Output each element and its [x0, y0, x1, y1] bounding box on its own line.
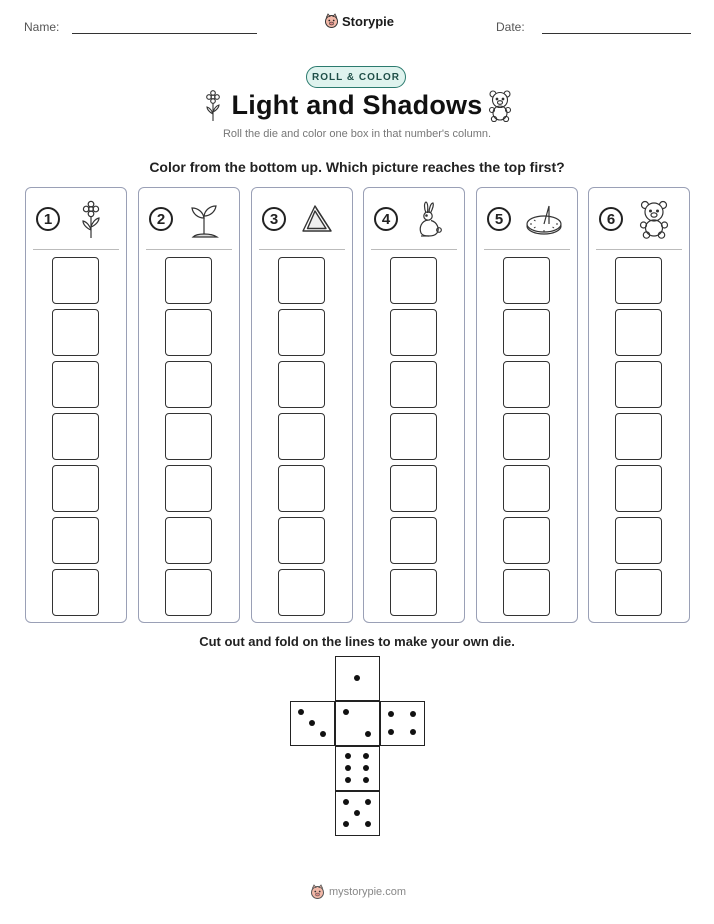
column-4 — [363, 187, 465, 623]
column-3 — [251, 187, 353, 623]
color-box[interactable] — [390, 569, 437, 616]
color-box[interactable] — [52, 309, 99, 356]
triangle-prism-icon — [300, 200, 334, 240]
column-number: 1 — [36, 207, 60, 231]
color-box[interactable] — [52, 257, 99, 304]
color-box[interactable] — [52, 465, 99, 512]
column-number: 5 — [487, 207, 511, 231]
color-box[interactable] — [503, 517, 550, 564]
page-title: Light and Shadows — [231, 90, 483, 120]
color-box[interactable] — [52, 413, 99, 460]
color-box[interactable] — [390, 517, 437, 564]
color-box[interactable] — [278, 517, 325, 564]
instruction: Color from the bottom up. Which picture reaches the top first? — [149, 159, 565, 175]
pig-mascot-icon — [324, 13, 339, 29]
color-box[interactable] — [503, 309, 550, 356]
color-box[interactable] — [390, 309, 437, 356]
column-2 — [138, 187, 240, 623]
die-instructions: Cut out and fold on the lines to make your own die. — [199, 634, 515, 649]
sprout-icon — [187, 200, 221, 240]
color-box[interactable] — [278, 309, 325, 356]
color-box[interactable] — [165, 257, 212, 304]
color-box[interactable] — [165, 517, 212, 564]
die-face-4[interactable] — [380, 701, 425, 746]
color-box[interactable] — [503, 257, 550, 304]
footer — [310, 884, 406, 900]
footer-url[interactable]: mystorypie.com — [329, 886, 407, 898]
teddy-bear-icon — [637, 200, 671, 240]
color-box[interactable] — [390, 465, 437, 512]
color-box[interactable] — [615, 413, 662, 460]
color-box[interactable] — [615, 465, 662, 512]
color-box[interactable] — [615, 309, 662, 356]
column-5 — [476, 187, 578, 623]
color-box[interactable] — [503, 569, 550, 616]
color-box[interactable] — [278, 465, 325, 512]
sundial-icon — [525, 200, 565, 240]
die-face-5[interactable] — [335, 791, 380, 836]
color-box[interactable] — [390, 413, 437, 460]
die-face-3[interactable] — [290, 701, 335, 746]
color-box[interactable] — [165, 309, 212, 356]
color-box[interactable] — [278, 361, 325, 408]
column-number: 4 — [374, 207, 398, 231]
roll-color-badge: ROLL & COLOR — [306, 66, 406, 88]
name-line[interactable] — [72, 33, 257, 34]
color-box[interactable] — [278, 569, 325, 616]
color-box[interactable] — [615, 257, 662, 304]
color-box[interactable] — [503, 413, 550, 460]
teddy-bear-icon — [487, 90, 513, 122]
color-box[interactable] — [165, 361, 212, 408]
storypie-logo — [324, 13, 394, 29]
rabbit-icon — [412, 200, 446, 240]
subtitle: Roll the die and color one box in that number's column. — [222, 128, 492, 140]
color-box[interactable] — [390, 361, 437, 408]
die-face-2[interactable] — [335, 701, 380, 746]
color-box[interactable] — [615, 361, 662, 408]
date-line[interactable] — [542, 33, 691, 34]
color-box[interactable] — [52, 569, 99, 616]
color-box[interactable] — [278, 257, 325, 304]
pig-mascot-icon — [310, 884, 325, 900]
color-box[interactable] — [52, 517, 99, 564]
column-1 — [25, 187, 127, 623]
column-number: 3 — [262, 207, 286, 231]
color-box[interactable] — [615, 517, 662, 564]
color-box[interactable] — [503, 361, 550, 408]
name-label: Name: — [24, 20, 60, 34]
column-6 — [588, 187, 690, 623]
color-box[interactable] — [165, 465, 212, 512]
date-label: Date: — [496, 20, 525, 34]
brand-name: Storypie — [342, 13, 395, 29]
die-face-6[interactable] — [335, 746, 380, 791]
column-number: 6 — [599, 207, 623, 231]
color-box[interactable] — [165, 569, 212, 616]
color-box[interactable] — [503, 465, 550, 512]
color-box[interactable] — [615, 569, 662, 616]
color-box[interactable] — [278, 413, 325, 460]
color-box[interactable] — [390, 257, 437, 304]
column-number: 2 — [149, 207, 173, 231]
color-box[interactable] — [165, 413, 212, 460]
color-box[interactable] — [52, 361, 99, 408]
die-face-1[interactable] — [335, 656, 380, 701]
flower-icon — [74, 200, 108, 240]
